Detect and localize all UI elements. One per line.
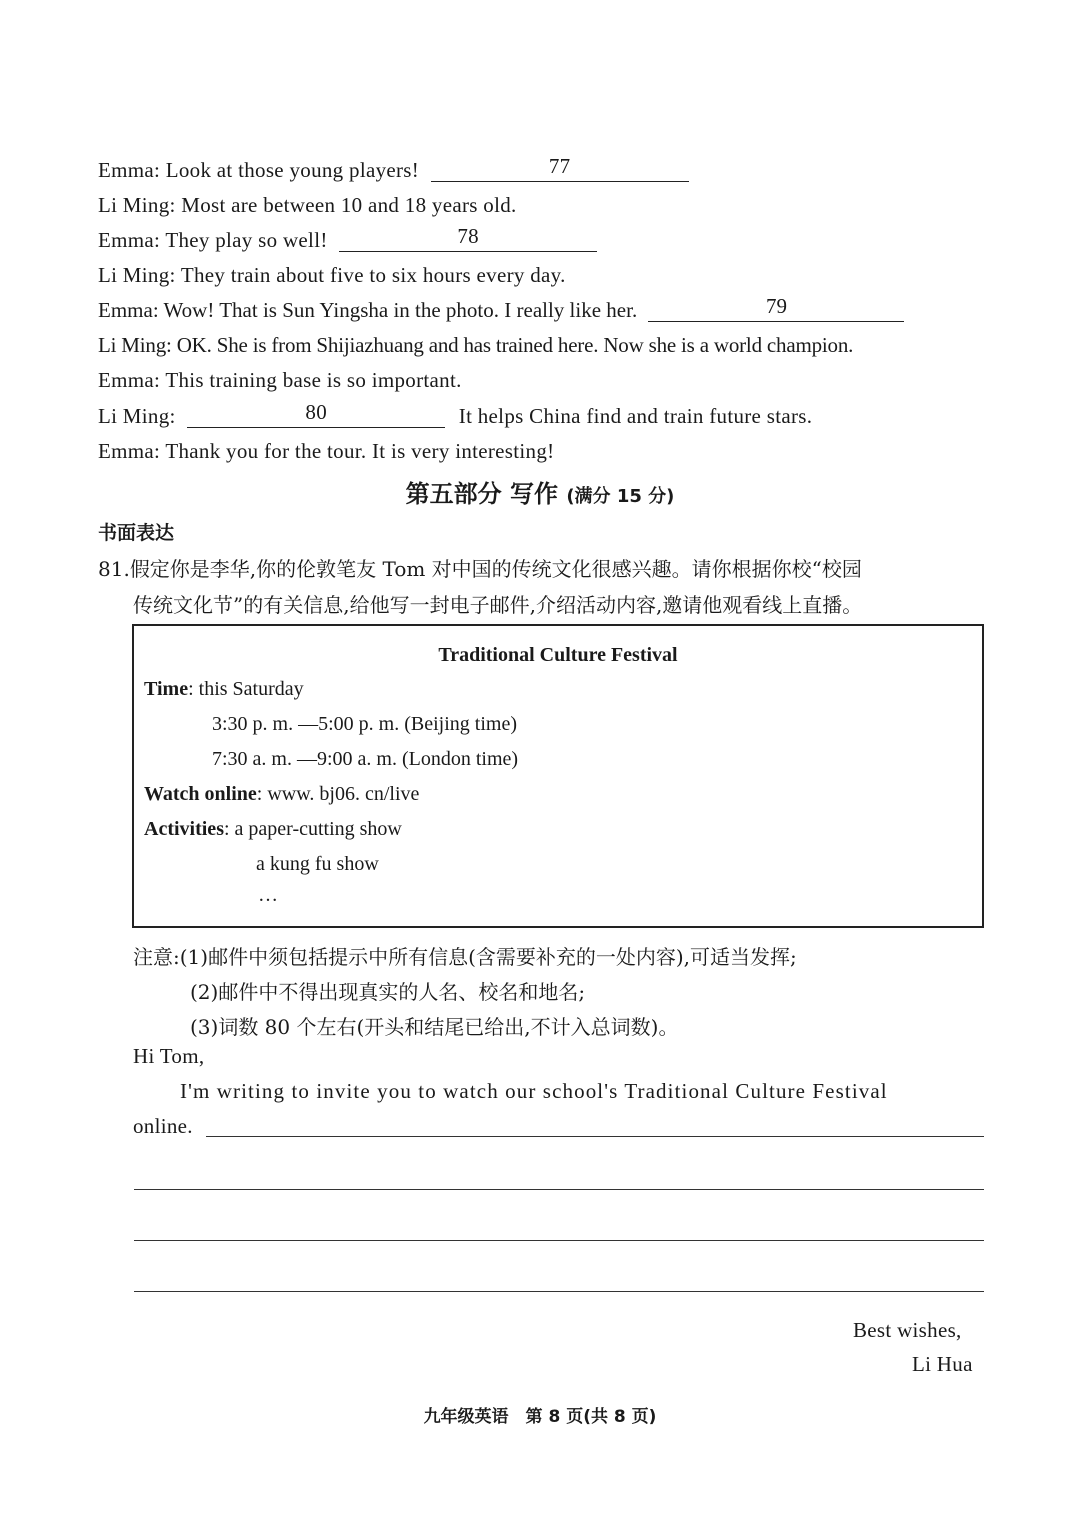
speaker: Emma — [98, 158, 155, 182]
festival-title: Traditional Culture Festival — [438, 644, 678, 666]
dialogue-line-1: Emma: Look at those young players! 77 — [98, 158, 689, 183]
writing-line[interactable] — [134, 1291, 984, 1292]
dialogue-line-3: Emma: They play so well! 78 — [98, 228, 597, 253]
time-label: Time — [144, 678, 189, 700]
note-3: (3)词数 80 个左右(开头和结尾已给出,不计入总词数)。 — [190, 1015, 679, 1039]
dialogue-line-2: Li Ming: Most are between 10 and 18 years old. — [98, 193, 517, 217]
note-1: 注意:(1)邮件中须包括提示中所有信息(含需要补充的一处内容),可适当发挥; — [133, 945, 797, 969]
utterance: Thank you for the tour. It is very interesting! — [165, 439, 555, 463]
writing-line[interactable] — [206, 1136, 984, 1137]
watch-label: Watch online — [144, 783, 257, 805]
question-line-1: 81.假定你是李华,你的伦敦笔友 Tom 对中国的传统文化很感兴趣。请你根据你校“校园 — [98, 557, 862, 581]
activity-ellipsis: … — [258, 884, 278, 906]
letter-opening-cont: online. — [133, 1114, 193, 1138]
activities-label: Activities — [144, 818, 224, 840]
dialogue-line-4: Li Ming: They train about five to six hours every day. — [98, 263, 566, 287]
writing-line[interactable] — [134, 1189, 984, 1190]
utterance: They play so well! — [165, 228, 328, 252]
watch-url: www. bj06. cn/live — [267, 783, 420, 805]
speaker: Li Ming — [98, 333, 167, 357]
utterance: Wow! That is Sun Yingsha in the photo. I really like her. — [163, 298, 638, 322]
question-line-2: 传统文化节”的有关信息,给他写一封电子邮件,介绍活动内容,邀请他观看线上直播。 — [133, 593, 863, 617]
utterance: OK. She is from Shijiazhuang and has trained here. Now she is a world champion. — [176, 333, 854, 357]
utterance: This training base is so important. — [165, 368, 462, 392]
dialogue-line-8: Li Ming: 80 It helps China find and train future stars. — [98, 400, 813, 428]
utterance: Look at those young players! — [165, 158, 420, 182]
utterance: Most are between 10 and 18 years old. — [181, 193, 517, 217]
speaker: Emma — [98, 368, 155, 392]
time-row: Time: this Saturday — [144, 678, 304, 700]
dialogue-line-6: Li Ming: OK. She is from Shijiazhuang and has trained here. Now she is a world champion. — [98, 333, 854, 357]
page-footer: 九年级英语 第 8 页(共 8 页) — [423, 1407, 657, 1427]
time-london: 7:30 a. m. —9:00 a. m. (London time) — [212, 748, 519, 770]
note-2: (2)邮件中不得出现真实的人名、校名和地名; — [190, 980, 586, 1004]
section-score: (满分 15 分) — [566, 486, 675, 507]
answer-blank-77[interactable]: 77 — [431, 159, 689, 182]
dialogue-line-7: Emma: This training base is so important. — [98, 368, 462, 392]
letter-signature: Li Hua — [912, 1352, 973, 1376]
letter-greeting: Hi Tom, — [133, 1044, 205, 1068]
letter-opening: I'm writing to invite you to watch our school's Traditional Culture Festival — [180, 1079, 888, 1103]
dialogue-line-9: Emma: Thank you for the tour. It is very interesting! — [98, 439, 555, 463]
speaker: Emma — [98, 298, 153, 322]
watch-row: Watch online: www. bj06. cn/live — [144, 783, 420, 805]
utterance: They train about five to six hours every day. — [180, 263, 566, 287]
activity-item: a kung fu show — [256, 853, 379, 875]
answer-blank-78[interactable]: 78 — [339, 229, 597, 252]
activity-item: a paper-cutting show — [234, 818, 402, 840]
time-beijing: 3:30 p. m. —5:00 p. m. (Beijing time) — [212, 713, 517, 735]
letter-closing: Best wishes, — [853, 1318, 962, 1342]
question-number: 81. — [98, 557, 130, 581]
answer-blank-80[interactable]: 80 — [187, 405, 445, 428]
section-title: 第五部分 写作 (满分 15 分) — [405, 480, 675, 508]
time-value: this Saturday — [198, 678, 304, 700]
speaker: Li Ming — [98, 263, 170, 287]
subhead: 书面表达 — [98, 522, 175, 544]
answer-blank-79[interactable]: 79 — [648, 299, 904, 322]
speaker: Li Ming — [98, 193, 170, 217]
utterance: It helps China find and train future stars. — [458, 404, 813, 428]
activities-row: Activities: a paper-cutting show — [144, 818, 402, 840]
speaker: Emma — [98, 228, 155, 252]
festival-info-box — [132, 624, 984, 928]
dialogue-line-5: Emma: Wow! That is Sun Yingsha in the photo. I really like her. 79 — [98, 298, 904, 323]
speaker: Li Ming — [98, 404, 170, 428]
speaker: Emma — [98, 439, 155, 463]
writing-line[interactable] — [134, 1240, 984, 1241]
